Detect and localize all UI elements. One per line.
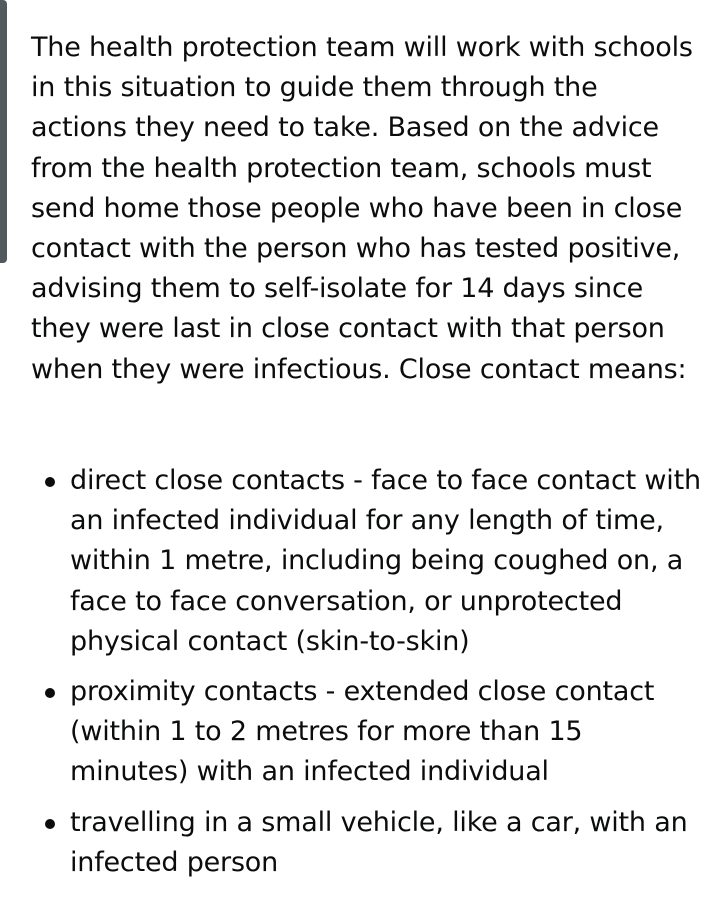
body-paragraph: The health protection team will work with schools in this situation to guide them through the actions they need to take. Based on the advice from the health protection team, schools must send home those people who have been in close contact with the person who has tested positive, advising them to self-isolate for 14 days since they were last in close contact with that person when they were infectious. Close contact means: [31,32,693,385]
scrollbar-thumb[interactable] [0,0,7,263]
list-item-text: direct close contacts - face to face contact with an infected individual for any length of time, within 1 metre, including being coughed on, a face to face conversation, or unprotected physical contact (skin-to-skin) [70,465,701,657]
list-item-text: proximity contacts - extended close contact (within 1 to 2 metres for more than 15 minutes) with an infected individual [70,676,655,788]
document-content [31,28,701,878]
list-item [31,672,701,793]
list-item [31,461,701,662]
close-contact-list [31,461,701,893]
bullet-icon [45,819,55,829]
list-item-text: travelling in a small vehicle, like a car, with an infected person [70,806,688,878]
bullet-icon [45,477,55,487]
bullet-icon [45,688,55,698]
list-item [31,803,701,883]
